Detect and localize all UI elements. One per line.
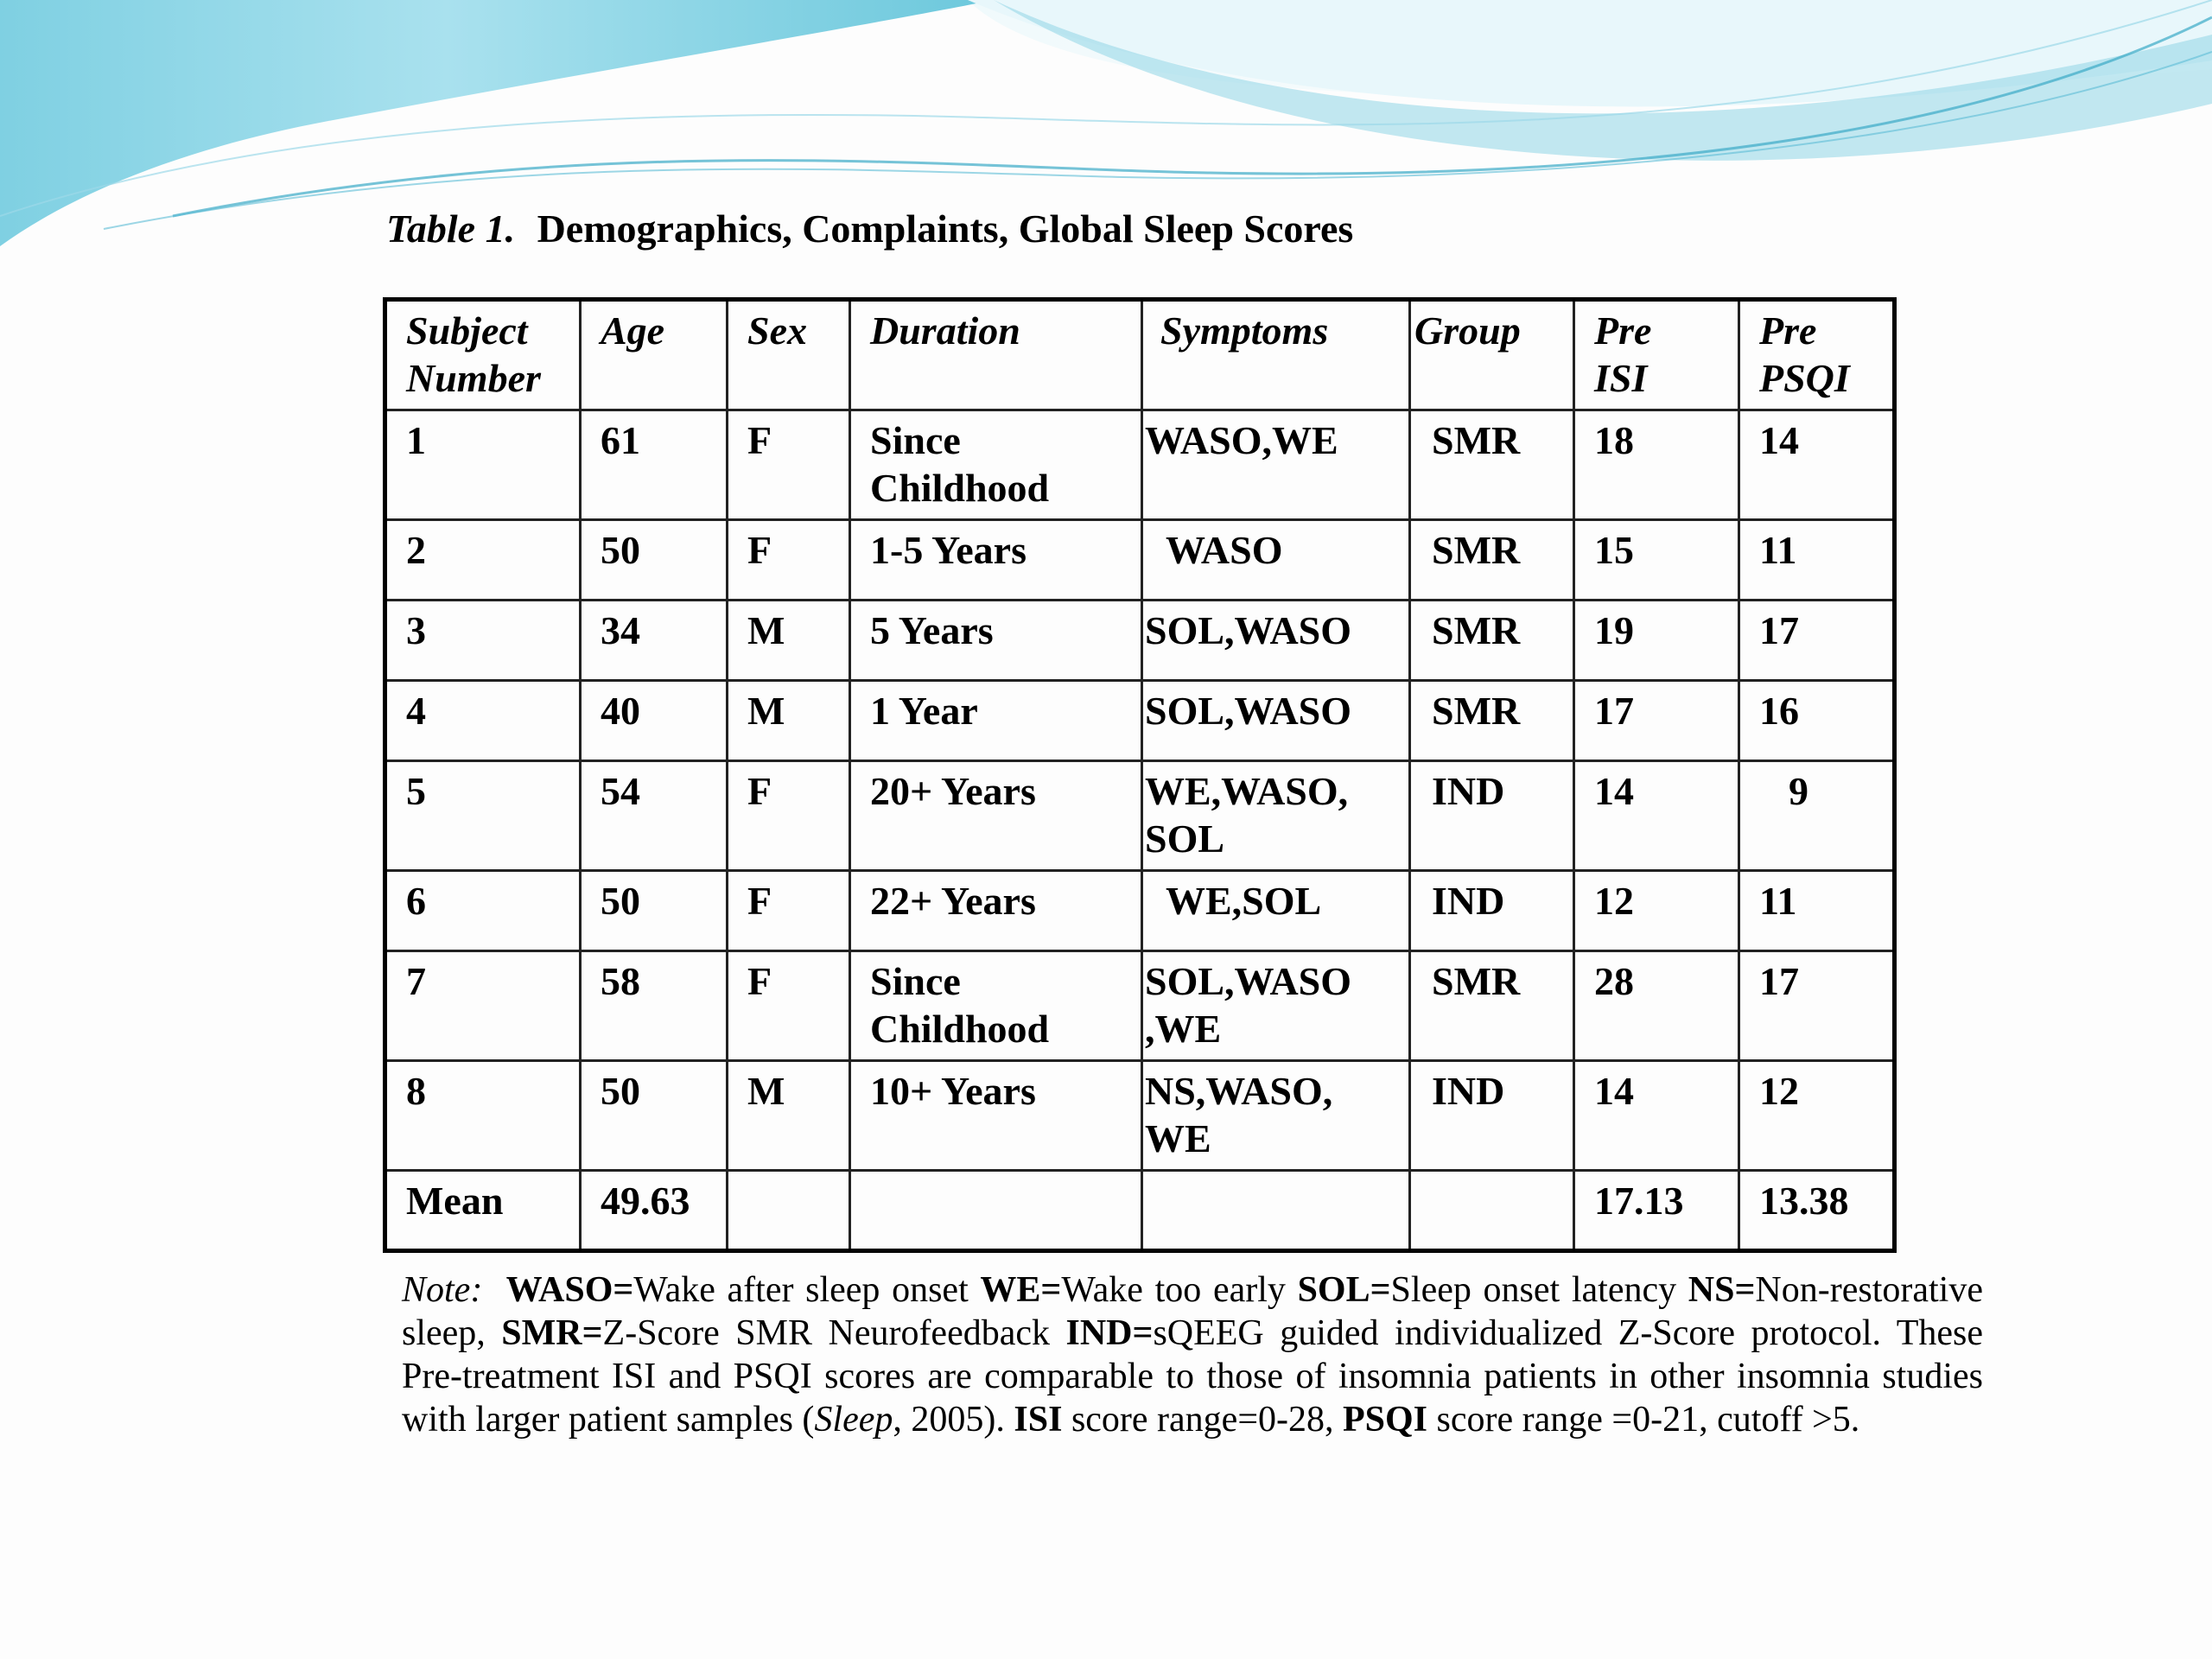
- cell-pre-psqi-text: 17: [1759, 959, 1799, 1003]
- table-row: [385, 761, 1895, 871]
- note-text: Sleep onset latency: [1390, 1270, 1688, 1310]
- note-term: NS=: [1688, 1270, 1756, 1310]
- demographics-table: [383, 297, 1897, 1253]
- note-term: WASO=: [505, 1270, 634, 1310]
- cell-sex: [728, 681, 850, 761]
- cell-age-text: 50: [601, 879, 640, 923]
- table-row: [385, 871, 1895, 951]
- cell-pre-isi-text: 17.13: [1594, 1179, 1684, 1223]
- table-row: [385, 951, 1895, 1061]
- cell-subject-text: 7: [406, 959, 426, 1003]
- cell-pre-psqi: [1739, 681, 1895, 761]
- cell-duration-text: Childhood: [870, 466, 1050, 510]
- cell-duration-text: 1 Year: [870, 689, 978, 733]
- cell-age: [581, 761, 728, 871]
- header-subject-line: Subject: [406, 308, 528, 353]
- cell-pre-isi: [1574, 1061, 1739, 1171]
- cell-pre-isi-text: 19: [1594, 608, 1634, 652]
- cell-subject: [385, 410, 581, 520]
- cell-symptoms: [1142, 520, 1410, 601]
- cell-pre-psqi-text: 11: [1759, 879, 1797, 923]
- cell-pre-isi-text: 28: [1594, 959, 1634, 1003]
- cell-age-text: 49.63: [601, 1179, 690, 1223]
- cell-pre-isi: [1574, 1171, 1739, 1251]
- header-age-line: Age: [601, 308, 665, 353]
- cell-pre-psqi: [1739, 951, 1895, 1061]
- note-term: WE=: [980, 1270, 1062, 1310]
- cell-subject: [385, 1171, 581, 1251]
- cell-group-text: SMR: [1432, 959, 1521, 1003]
- cell-symptoms: [1142, 410, 1410, 520]
- cell-symptoms-text: SOL,WASO: [1145, 608, 1352, 652]
- cell-group: [1410, 601, 1574, 681]
- cell-pre-psqi: [1739, 601, 1895, 681]
- cell-symptoms-text: SOL: [1145, 817, 1225, 861]
- note-text: score range=0-28,: [1062, 1400, 1343, 1440]
- cell-pre-psqi: [1739, 1171, 1895, 1251]
- cell-sex: [728, 1171, 850, 1251]
- cell-group: [1410, 410, 1574, 520]
- table-row: [385, 410, 1895, 520]
- cell-subject-text: 8: [406, 1069, 426, 1113]
- cell-sex: [728, 601, 850, 681]
- cell-sex-text: F: [747, 418, 772, 462]
- note-term: ISI: [1014, 1400, 1063, 1440]
- header-pre-isi: [1574, 300, 1739, 410]
- header-group-line: Group: [1414, 308, 1521, 353]
- cell-subject-text: 3: [406, 608, 426, 652]
- cell-subject-text: 5: [406, 769, 426, 813]
- cell-pre-isi: [1574, 410, 1739, 520]
- note-term: PSQI: [1343, 1400, 1428, 1440]
- note-citation: Sleep: [814, 1400, 893, 1440]
- cell-group: [1410, 1171, 1574, 1251]
- note-label: Note:: [402, 1270, 483, 1310]
- note-text: Z-Score SMR Neurofeedback: [602, 1313, 1066, 1353]
- cell-pre-isi: [1574, 951, 1739, 1061]
- cell-duration: [850, 681, 1142, 761]
- cell-group-text: SMR: [1432, 689, 1521, 733]
- cell-pre-psqi: [1739, 761, 1895, 871]
- header-duration: [850, 300, 1142, 410]
- cell-age: [581, 1171, 728, 1251]
- cell-pre-isi: [1574, 871, 1739, 951]
- note-text: , 2005).: [893, 1400, 1014, 1440]
- note-term: IND=: [1065, 1313, 1154, 1353]
- cell-symptoms: [1142, 951, 1410, 1061]
- cell-duration: [850, 520, 1142, 601]
- cell-subject-text: 4: [406, 689, 426, 733]
- cell-pre-isi-text: 14: [1594, 769, 1634, 813]
- cell-symptoms-text: ,WE: [1145, 1007, 1222, 1051]
- cell-subject: [385, 520, 581, 601]
- cell-pre-isi: [1574, 601, 1739, 681]
- cell-subject-text: Mean: [406, 1179, 504, 1223]
- header-group: [1410, 300, 1574, 410]
- table-row: [385, 1061, 1895, 1171]
- cell-symptoms-text: WASO,WE: [1145, 418, 1338, 462]
- cell-duration: [850, 601, 1142, 681]
- cell-age-text: 50: [601, 528, 640, 572]
- cell-subject: [385, 871, 581, 951]
- cell-duration-text: Since: [870, 959, 961, 1003]
- note-text: Wake too early: [1061, 1270, 1298, 1310]
- cell-age-text: 34: [601, 608, 640, 652]
- cell-age-text: 61: [601, 418, 640, 462]
- cell-sex: [728, 410, 850, 520]
- cell-group-text: SMR: [1432, 418, 1521, 462]
- cell-sex: [728, 951, 850, 1061]
- cell-symptoms-text: WE: [1145, 1116, 1211, 1160]
- cell-pre-isi-text: 18: [1594, 418, 1634, 462]
- cell-group-text: IND: [1432, 1069, 1505, 1113]
- cell-sex-text: F: [747, 769, 772, 813]
- cell-age: [581, 681, 728, 761]
- cell-pre-psqi-text: 17: [1759, 608, 1799, 652]
- cell-subject: [385, 951, 581, 1061]
- cell-group: [1410, 681, 1574, 761]
- cell-age: [581, 410, 728, 520]
- cell-group-text: SMR: [1432, 608, 1521, 652]
- cell-subject: [385, 1061, 581, 1171]
- note-term: SOL=: [1297, 1270, 1391, 1310]
- cell-group-text: SMR: [1432, 528, 1521, 572]
- cell-symptoms-text: SOL,WASO: [1145, 689, 1352, 733]
- cell-duration-text: 10+ Years: [870, 1069, 1036, 1113]
- cell-duration: [850, 761, 1142, 871]
- cell-sex-text: F: [747, 879, 772, 923]
- header-pre-psqi-line: Pre: [1759, 308, 1817, 353]
- cell-sex-text: F: [747, 528, 772, 572]
- header-pre-isi-line: Pre: [1594, 308, 1652, 353]
- note-text: Wake after sleep onset: [633, 1270, 981, 1310]
- note-text: Non-restorative sleep,: [402, 1270, 1983, 1353]
- table-row: [385, 520, 1895, 601]
- cell-pre-psqi: [1739, 1061, 1895, 1171]
- header-sex-line: Sex: [747, 308, 807, 353]
- cell-pre-psqi-text: 14: [1759, 418, 1799, 462]
- cell-group-text: IND: [1432, 769, 1505, 813]
- cell-sex-text: M: [747, 689, 785, 733]
- cell-symptoms-text: WE,WASO,: [1145, 769, 1349, 813]
- cell-group-text: IND: [1432, 879, 1505, 923]
- cell-age-text: 50: [601, 1069, 640, 1113]
- cell-sex: [728, 871, 850, 951]
- cell-symptoms: [1142, 681, 1410, 761]
- cell-duration-text: 20+ Years: [870, 769, 1036, 813]
- header-sex: [728, 300, 850, 410]
- cell-group: [1410, 951, 1574, 1061]
- table-row: [385, 601, 1895, 681]
- cell-group: [1410, 1061, 1574, 1171]
- cell-pre-isi: [1574, 681, 1739, 761]
- cell-pre-isi-text: 14: [1594, 1069, 1634, 1113]
- cell-age: [581, 951, 728, 1061]
- cell-group: [1410, 520, 1574, 601]
- note-text: sQEEG guided individualized Z-Score protocol. These Pre-treatment ISI and PSQI scores are comparable to those of insomnia patients in other insomnia studies with larger patient samples (: [402, 1313, 1983, 1440]
- cell-duration: [850, 410, 1142, 520]
- cell-symptoms: [1142, 1171, 1410, 1251]
- cell-pre-isi-text: 17: [1594, 689, 1634, 733]
- cell-age: [581, 871, 728, 951]
- cell-duration-text: 1-5 Years: [870, 528, 1027, 572]
- cell-duration-text: 5 Years: [870, 608, 994, 652]
- cell-sex-text: M: [747, 608, 785, 652]
- cell-pre-psqi-text: 12: [1759, 1069, 1799, 1113]
- cell-subject: [385, 681, 581, 761]
- header-pre-psqi: [1739, 300, 1895, 410]
- cell-subject-text: 2: [406, 528, 426, 572]
- cell-sex-text: F: [747, 959, 772, 1003]
- cell-group: [1410, 871, 1574, 951]
- table-title-text: Demographics, Complaints, Global Sleep Scores: [537, 207, 1354, 251]
- cell-pre-isi-text: 15: [1594, 528, 1634, 572]
- cell-pre-psqi-text: 9: [1789, 769, 1808, 813]
- header-pre-isi-line: ISI: [1594, 356, 1648, 400]
- cell-duration: [850, 1061, 1142, 1171]
- cell-symptoms: [1142, 871, 1410, 951]
- cell-pre-psqi: [1739, 520, 1895, 601]
- cell-pre-isi: [1574, 520, 1739, 601]
- cell-duration-text: 22+ Years: [870, 879, 1036, 923]
- header-subject: [385, 300, 581, 410]
- cell-age: [581, 1061, 728, 1171]
- cell-subject-text: 1: [406, 418, 426, 462]
- table-title: [386, 206, 1353, 251]
- cell-symptoms: [1142, 1061, 1410, 1171]
- cell-sex: [728, 1061, 850, 1171]
- header-subject-line: Number: [406, 356, 541, 400]
- cell-pre-isi-text: 12: [1594, 879, 1634, 923]
- cell-age-text: 40: [601, 689, 640, 733]
- header-duration-line: Duration: [870, 308, 1020, 353]
- header-age: [581, 300, 728, 410]
- cell-sex-text: M: [747, 1069, 785, 1113]
- cell-symptoms-text: NS,WASO,: [1145, 1069, 1333, 1113]
- cell-age: [581, 601, 728, 681]
- mean-row: [385, 1171, 1895, 1251]
- cell-subject-text: 6: [406, 879, 426, 923]
- cell-pre-psqi-text: 13.38: [1759, 1179, 1849, 1223]
- cell-symptoms: [1142, 601, 1410, 681]
- note-term: SMR=: [501, 1313, 603, 1353]
- cell-sex: [728, 761, 850, 871]
- cell-pre-psqi: [1739, 410, 1895, 520]
- cell-subject: [385, 601, 581, 681]
- cell-symptoms-text: WE,SOL: [1166, 879, 1322, 923]
- cell-duration-text: Childhood: [870, 1007, 1050, 1051]
- cell-group: [1410, 761, 1574, 871]
- table-title-label: Table 1.: [386, 207, 516, 251]
- cell-sex: [728, 520, 850, 601]
- cell-pre-psqi-text: 11: [1759, 528, 1797, 572]
- cell-symptoms-text: WASO: [1166, 528, 1283, 572]
- cell-age-text: 58: [601, 959, 640, 1003]
- cell-pre-psqi: [1739, 871, 1895, 951]
- cell-symptoms: [1142, 761, 1410, 871]
- cell-duration: [850, 951, 1142, 1061]
- table-header-row: [385, 300, 1895, 410]
- cell-duration: [850, 871, 1142, 951]
- cell-age: [581, 520, 728, 601]
- note-text: score range =0-21, cutoff >5.: [1427, 1400, 1860, 1440]
- cell-subject: [385, 761, 581, 871]
- table-row: [385, 681, 1895, 761]
- header-pre-psqi-line: PSQI: [1759, 356, 1850, 400]
- header-symptoms-line: Symptoms: [1160, 308, 1329, 353]
- cell-duration-text: Since: [870, 418, 961, 462]
- cell-duration: [850, 1171, 1142, 1251]
- cell-symptoms-text: SOL,WASO: [1145, 959, 1352, 1003]
- table-note: [402, 1268, 1983, 1441]
- cell-age-text: 54: [601, 769, 640, 813]
- cell-pre-psqi-text: 16: [1759, 689, 1799, 733]
- header-symptoms: [1142, 300, 1410, 410]
- cell-pre-isi: [1574, 761, 1739, 871]
